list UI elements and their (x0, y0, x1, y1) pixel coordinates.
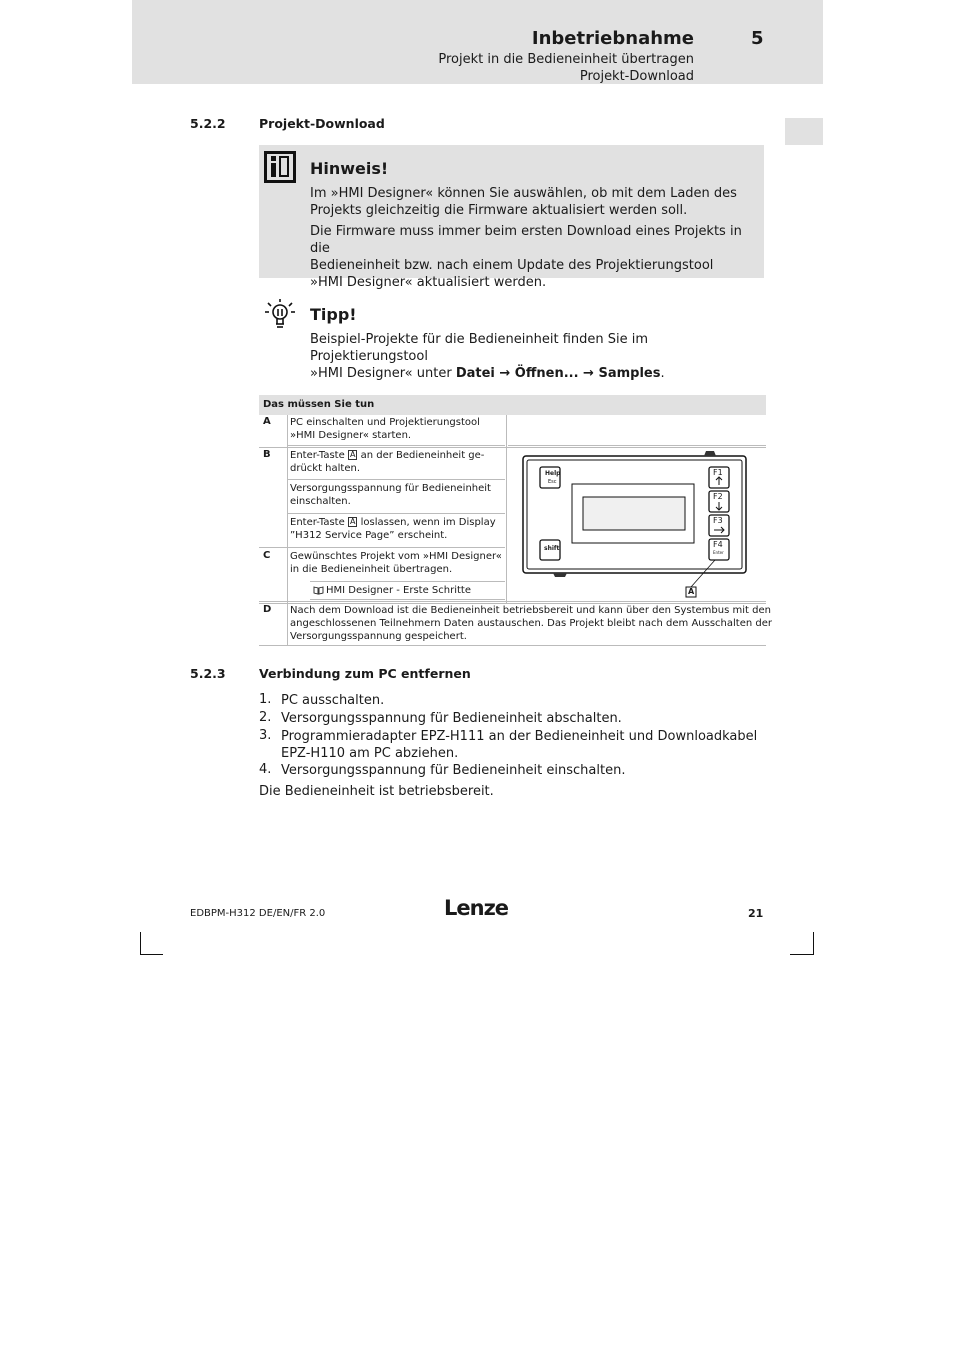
crop-mark-left-h (140, 954, 163, 955)
row-b-step1: Enter-Taste A an der Bedieneinheit ge- drückt halten. (290, 450, 485, 474)
crop-mark-right (813, 932, 814, 954)
section-title-2: Verbindung zum PC entfernen (259, 666, 471, 681)
section-number-2: 5.2.3 (190, 666, 226, 681)
shift-key-label: shift (544, 545, 560, 552)
chapter-title: Inbetriebnahme (531, 28, 694, 49)
menu-path: Datei → Öffnen... → Samples (455, 366, 661, 381)
reference-link[interactable]: HMI Designer - Erste Schritte (326, 585, 471, 596)
page-number: 21 (748, 907, 764, 920)
row-letter-c: C (263, 550, 271, 561)
enter-key-ref: A (349, 450, 356, 459)
row-c-text: Gewünschtes Projekt vom »HMI Designer« in die Bedieneinheit übertragen. (290, 551, 502, 575)
section-number: 5.2.2 (190, 116, 226, 131)
enter-key-ref-2: A (349, 517, 356, 526)
header-subtitle: Projekt in die Bedieneinheit übertragen (438, 52, 694, 67)
row-b-step3: Enter-Taste A loslassen, wenn im Display ”H312 Service Page” erscheint. (290, 517, 496, 541)
enter-key-label: Enter (713, 550, 724, 555)
list-item: PC ausschalten. (281, 693, 385, 708)
book-icon (313, 586, 324, 595)
row-b-step2: Versorgungsspannung für Bedieneinheit einschalten. (290, 483, 491, 507)
f3-key-label: F3 (713, 516, 723, 525)
lenze-logo: Lenze (444, 896, 509, 920)
info-icon (264, 151, 296, 183)
tipp-text: Beispiel-Projekte für die Bedieneinheit finden Sie im Projektierungstool »HMI Designer« unter Datei → Öffnen... → Samples. (310, 332, 665, 381)
list-item: Versorgungsspannung für Bedieneinheit abschalten. (281, 711, 622, 726)
row-letter-a: A (263, 416, 271, 427)
callout-label: A (688, 587, 695, 596)
list-number: 1. (259, 692, 272, 707)
list-item: Versorgungsspannung für Bedieneinheit einschalten. (281, 763, 626, 778)
row-letter-b: B (263, 449, 271, 460)
hinweis-title: Hinweis! (310, 159, 389, 178)
crop-mark-left (140, 932, 141, 954)
f4-key-label: F4 (713, 540, 723, 549)
list-item: Programmieradapter EPZ-H111 an der Bedieneinheit und Downloadkabel EPZ-H110 am PC abziehen. (281, 729, 758, 761)
header-subtitle-2: Projekt-Download (579, 69, 694, 84)
hinweis-text: Im »HMI Designer« können Sie auswählen, ob mit dem Laden des Projekts gleichzeitig die Firmware aktualisiert werden soll. Die Firmware muss immer beim ersten Download eines Projekts in die Bedieneinheit bzw. nach einem Update des Projektierungstool »HMI Designer« aktualisiert werden. (310, 186, 742, 290)
f2-key-label: F2 (713, 492, 723, 501)
f1-key-label: F1 (713, 468, 723, 477)
tipp-title: Tipp! (310, 305, 357, 324)
row-a-text: PC einschalten und Projektierungstool »HMI Designer« starten. (290, 417, 480, 441)
header-band (132, 0, 823, 84)
result-text: Die Bedieneinheit ist betriebsbereit. (259, 784, 494, 799)
list-number: 4. (259, 762, 272, 777)
help-key-label: Help (545, 470, 561, 477)
row-letter-d: D (263, 604, 272, 615)
chapter-number: 5 (751, 28, 764, 49)
table-header: Das müssen Sie tun (259, 395, 766, 415)
crop-mark-right-h (790, 954, 814, 955)
esc-key-label: Esc (548, 479, 557, 485)
document-id: EDBPM-H312 DE/EN/FR 2.0 (190, 908, 326, 919)
list-number: 3. (259, 728, 272, 743)
section-title: Projekt-Download (259, 116, 385, 131)
row-d-text: Nach dem Download ist die Bedieneinheit betriebsbereit und kann über den Systembus mit den angeschlossenen Teilnehmern Daten austauschen. Das Projekt bleibt nach dem Ausschalten der Versorgungsspannung gespeichert. (290, 605, 773, 642)
lightbulb-icon (263, 297, 297, 331)
list-number: 2. (259, 710, 272, 725)
chapter-side-tab (785, 118, 823, 145)
